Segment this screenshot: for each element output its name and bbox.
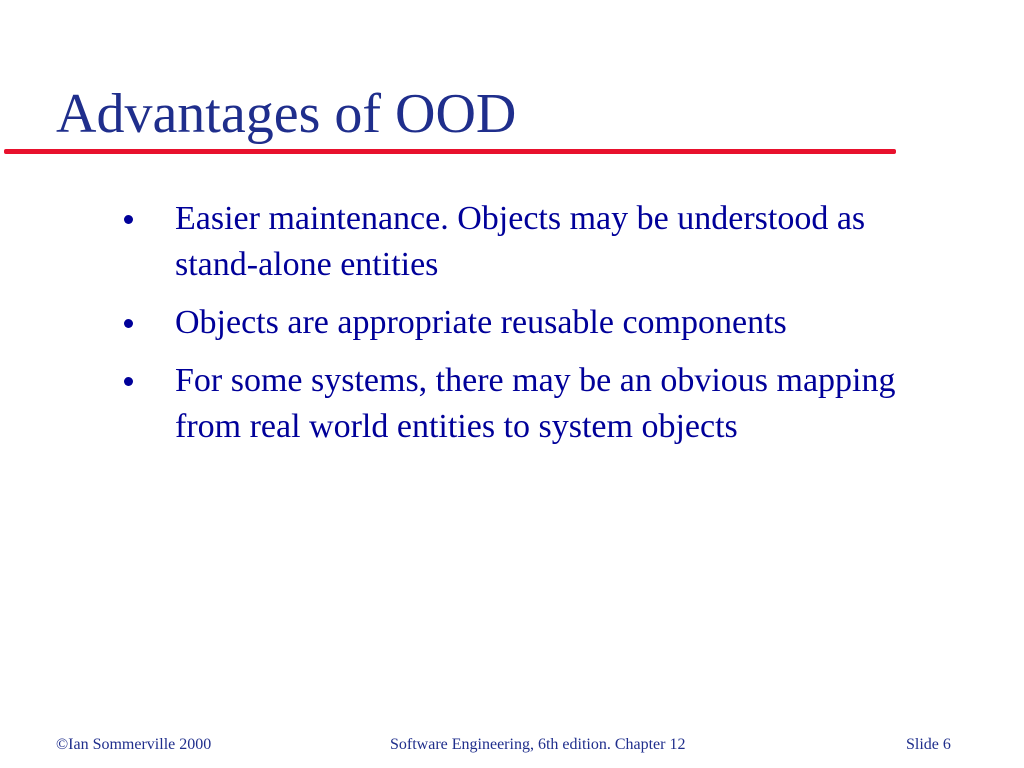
footer-book-title: Software Engineering, 6th edition. Chapter 12: [390, 736, 686, 753]
title-underline: [4, 149, 896, 154]
bullet-text: For some systems, there may be an obvious mapping from real world entities to system objects: [175, 362, 896, 445]
bullet-dot-icon: [124, 377, 133, 386]
bullet-text: Easier maintenance. Objects may be understood as stand-alone entities: [175, 200, 866, 283]
bullet-dot-icon: [124, 215, 133, 224]
footer-copyright: ©Ian Sommerville 2000: [56, 736, 212, 753]
slide-title: Advantages of OOD: [56, 83, 517, 145]
bullet-list: [120, 196, 900, 462]
bullet-text: Objects are appropriate reusable components: [175, 304, 787, 341]
footer-slide-number: Slide 6: [906, 736, 951, 753]
bullet-item: [120, 300, 900, 346]
bullet-item: [120, 196, 900, 288]
bullet-dot-icon: [124, 319, 133, 328]
bullet-item: [120, 358, 900, 450]
